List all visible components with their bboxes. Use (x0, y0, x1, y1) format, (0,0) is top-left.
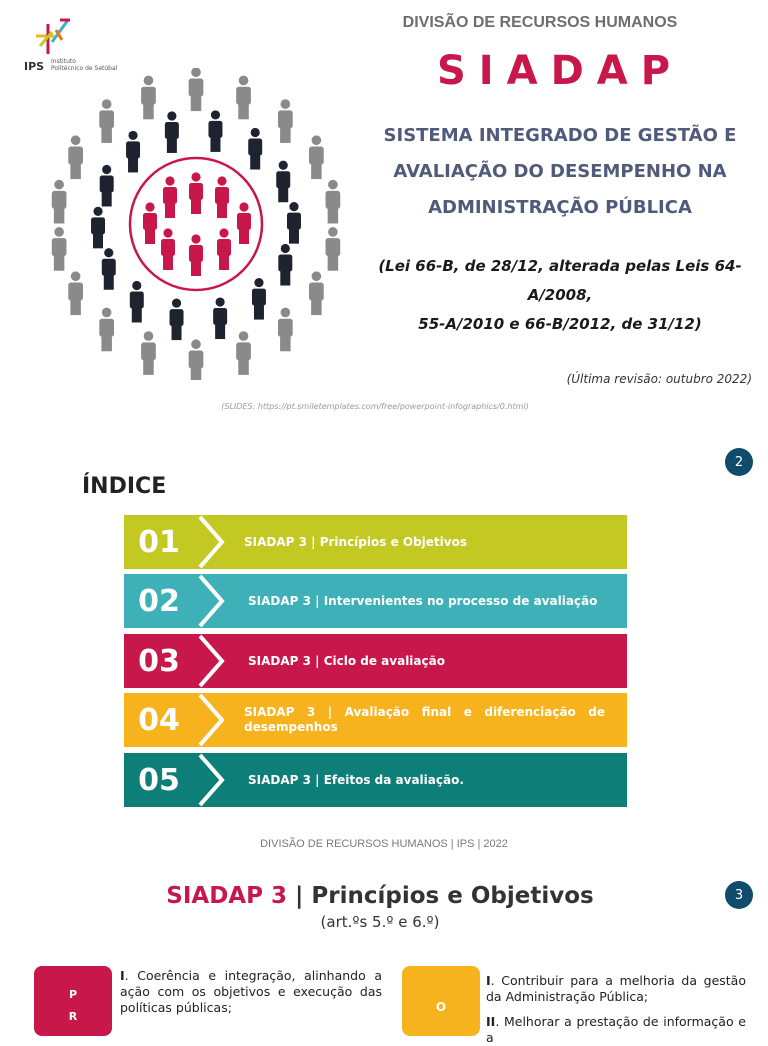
person-icon (170, 298, 184, 340)
logo-subtitle-line-2: Politécnico de Setúbal (51, 65, 118, 72)
person-icon (278, 244, 292, 286)
slides-credit: (SLIDES: https://pt.smiletemplates.com/free/powerpoint-infographics/0.html) (221, 402, 529, 411)
principles-tab-letter: P (68, 988, 78, 1001)
objectives-tab (402, 966, 480, 1036)
person-icon (278, 308, 293, 352)
roman-numeral: I (120, 968, 125, 983)
chevron-right-icon (196, 574, 226, 628)
person-icon (326, 180, 341, 224)
chevron-right-icon (196, 515, 226, 569)
index-item-03[interactable] (124, 634, 627, 688)
page-number-badge: 3 (725, 881, 753, 909)
person-icon (161, 228, 175, 270)
person-icon (100, 165, 114, 207)
chevron-right-icon (196, 634, 226, 688)
roman-numeral: I (486, 973, 491, 988)
division-title: DIVISÃO DE RECURSOS HUMANOS (402, 14, 678, 31)
system-subtitle (370, 118, 750, 226)
section-title-rest: | Princípios e Objetivos (286, 883, 594, 909)
person-icon (141, 331, 156, 375)
person-icon (130, 281, 144, 323)
objective-item (486, 1014, 746, 1046)
siadap-title: SIADAP (436, 48, 684, 94)
index-item-number: 01 (138, 524, 180, 560)
person-icon (189, 68, 204, 111)
law-reference (360, 252, 760, 339)
principle-item (120, 968, 382, 1016)
person-icon (287, 202, 301, 244)
person-icon (143, 202, 157, 244)
index-item-01[interactable] (124, 515, 627, 569)
principles-tab (34, 966, 112, 1036)
person-icon (68, 271, 83, 315)
person-icon (189, 234, 203, 276)
person-icon (276, 161, 290, 203)
person-icon (68, 135, 83, 179)
logo-subtitle-line-1: Instituto (51, 58, 76, 65)
person-icon (309, 271, 324, 315)
system-subtitle-line-2: AVALIAÇÃO DO DESEMPENHO NA (393, 161, 727, 182)
person-icon (237, 202, 251, 244)
roman-numeral: II (486, 1014, 496, 1029)
person-icon (141, 76, 156, 120)
objective-text: . Melhorar a prestação de informação e a (486, 1014, 746, 1045)
index-item-label: SIADAP 3 | Princípios e Objetivos (244, 534, 467, 549)
person-icon (91, 207, 105, 249)
chevron-right-icon (196, 693, 226, 747)
person-icon (236, 76, 251, 120)
person-icon (189, 339, 204, 380)
section-subtitle: (art.ºs 5.º e 6.º) (320, 913, 440, 931)
index-item-number: 03 (138, 643, 180, 679)
section-title (120, 883, 640, 909)
person-icon (309, 135, 324, 179)
slide-footer: DIVISÃO DE RECURSOS HUMANOS | IPS | 2022 (260, 838, 508, 850)
person-icon (99, 99, 114, 143)
logo-name: IPS (24, 60, 45, 73)
system-subtitle-line-1: SISTEMA INTEGRADO DE GESTÃO E (383, 125, 737, 146)
objective-item (486, 973, 746, 1005)
section-title-highlight: SIADAP 3 (166, 883, 287, 909)
index-item-number: 05 (138, 762, 180, 798)
revision-note: (Última revisão: outubro 2022) (566, 372, 752, 386)
chevron-right-icon (196, 753, 226, 807)
index-item-label: SIADAP 3 | Efeitos da avaliação. (248, 772, 464, 787)
index-item-02[interactable] (124, 574, 627, 628)
index-item-label: SIADAP 3 | Ciclo de avaliação (248, 653, 445, 668)
person-icon (236, 331, 251, 375)
person-icon (326, 227, 341, 271)
law-reference-line-2: 55-A/2010 e 66-B/2012, de 31/12) (418, 315, 702, 333)
principle-text: . Coerência e integração, alinhando a ação com os objetivos e execução das políticas públicas; (120, 968, 382, 1015)
principles-tab-letter: R (68, 1010, 78, 1023)
person-icon (165, 111, 179, 153)
person-icon (278, 99, 293, 143)
person-icon (102, 248, 116, 290)
person-icon (252, 278, 266, 320)
law-reference-line-1: (Lei 66-B, de 28/12, alterada pelas Leis 64-A/2008, (378, 257, 742, 304)
objective-text: . Contribuir para a melhoria da gestão da Administração Pública; (486, 973, 746, 1004)
page-number-badge: 2 (725, 448, 753, 476)
index-item-number: 04 (138, 702, 180, 738)
person-icon (52, 227, 67, 271)
system-subtitle-line-3: ADMINISTRAÇÃO PÚBLICA (428, 197, 692, 218)
objectives-tab-letter: O (435, 1000, 447, 1014)
person-icon (189, 172, 203, 214)
index-item-label: SIADAP 3 | Avaliação final e diferenciação de desempenhos (244, 705, 605, 734)
person-icon (215, 176, 229, 218)
person-icon (163, 176, 177, 218)
index-item-04[interactable] (124, 693, 627, 747)
person-icon (248, 128, 262, 170)
index-item-label: SIADAP 3 | Intervenientes no processo de avaliação (248, 593, 598, 608)
index-heading: ÍNDICE (82, 474, 167, 499)
person-icon (99, 308, 114, 352)
person-icon (126, 131, 140, 173)
people-circle-illustration (42, 68, 360, 380)
index-item-number: 02 (138, 583, 180, 619)
person-icon (52, 180, 67, 224)
person-icon (208, 110, 222, 152)
person-icon (213, 297, 227, 339)
person-icon (217, 228, 231, 270)
index-item-05[interactable] (124, 753, 627, 807)
